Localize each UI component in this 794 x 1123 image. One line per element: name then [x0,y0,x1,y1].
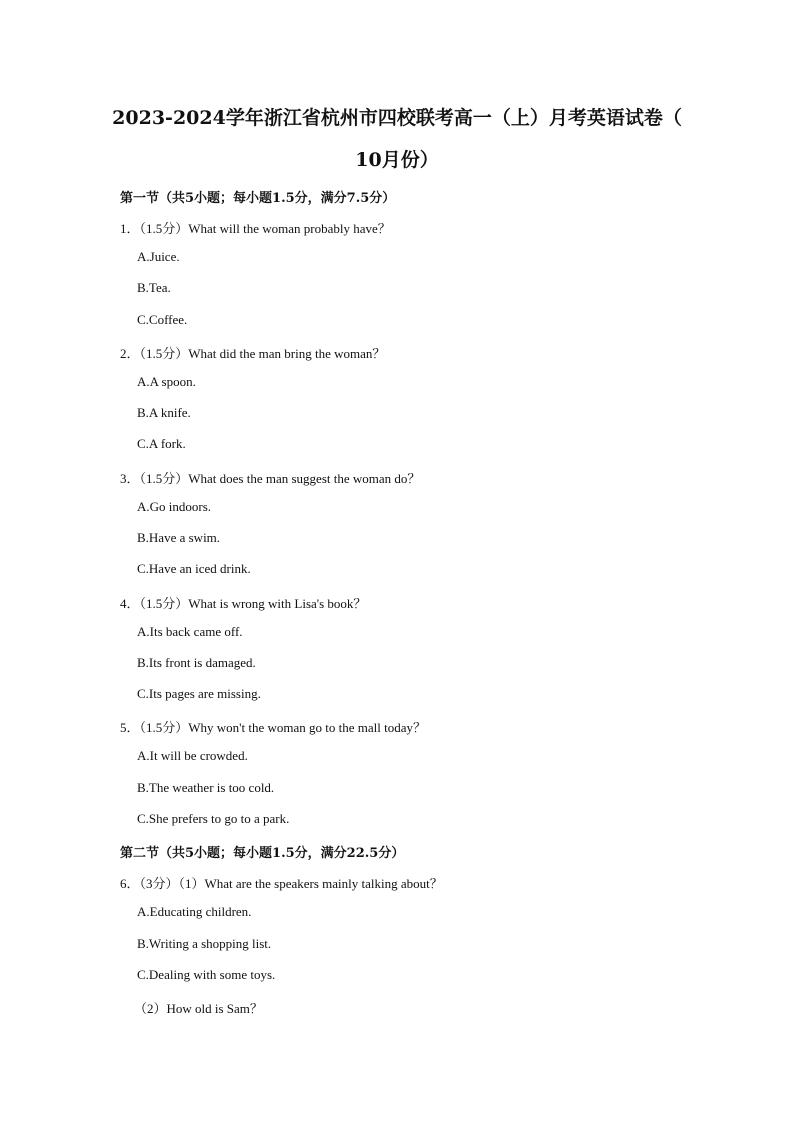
question-3-stem: 3．（1.5分）What does the man suggest the woman do？ [120,471,421,486]
question-6-option-c: C.Dealing with some toys. [137,967,276,982]
question-3-option-a: A.Go indoors. [137,499,212,514]
question-1-option-b: B.Tea. [137,280,171,295]
question-2-option-a: A.A spoon. [137,374,196,389]
exam-title-line-2: 10月份） [355,149,439,171]
question-6-option-a: A.Educating children. [137,904,252,919]
question-6-option-b: B.Writing a shopping list. [137,936,272,951]
question-6-stem: 6．（3分）（1）What are the speakers mainly talking about？ [120,876,443,891]
question-1-stem: 1．（1.5分）What will the woman probably have？ [120,221,391,236]
question-4-stem: 4．（1.5分）What is wrong with Lisa's book？ [120,596,367,611]
question-4-option-a: A.Its back came off. [137,624,243,639]
question-5-option-b: B.The weather is too cold. [137,780,275,795]
section-heading-1: 第一节（共5小题；每小题1.5分，满分7.5分） [120,191,396,206]
question-3-option-c: C.Have an iced drink. [137,561,251,576]
question-2-option-b: B.A knife. [137,405,191,420]
question-4-option-b: B.Its front is damaged. [137,655,256,670]
question-3-option-b: B.Have a swim. [137,530,221,545]
question-2-option-c: C.A fork. [137,436,186,451]
question-6-sub-question-2: （2）How old is Sam？ [134,1001,263,1016]
question-5-stem: 5．（1.5分）Why won't the woman go to the mall today？ [120,720,426,735]
question-1-option-a: A.Juice. [137,249,180,264]
question-4-option-c: C.Its pages are missing. [137,686,261,701]
question-5-option-a: A.It will be crowded. [137,748,248,763]
section-heading-2: 第二节（共5小题；每小题1.5分，满分22.5分） [120,846,405,861]
exam-title-line-1: 2023-2024学年浙江省杭州市四校联考高一（上）月考英语试卷（ [112,107,682,129]
question-1-option-c: C.Coffee. [137,312,188,327]
question-5-option-c: C.She prefers to go to a park. [137,811,290,826]
question-2-stem: 2．（1.5分）What did the man bring the woman？ [120,346,386,361]
